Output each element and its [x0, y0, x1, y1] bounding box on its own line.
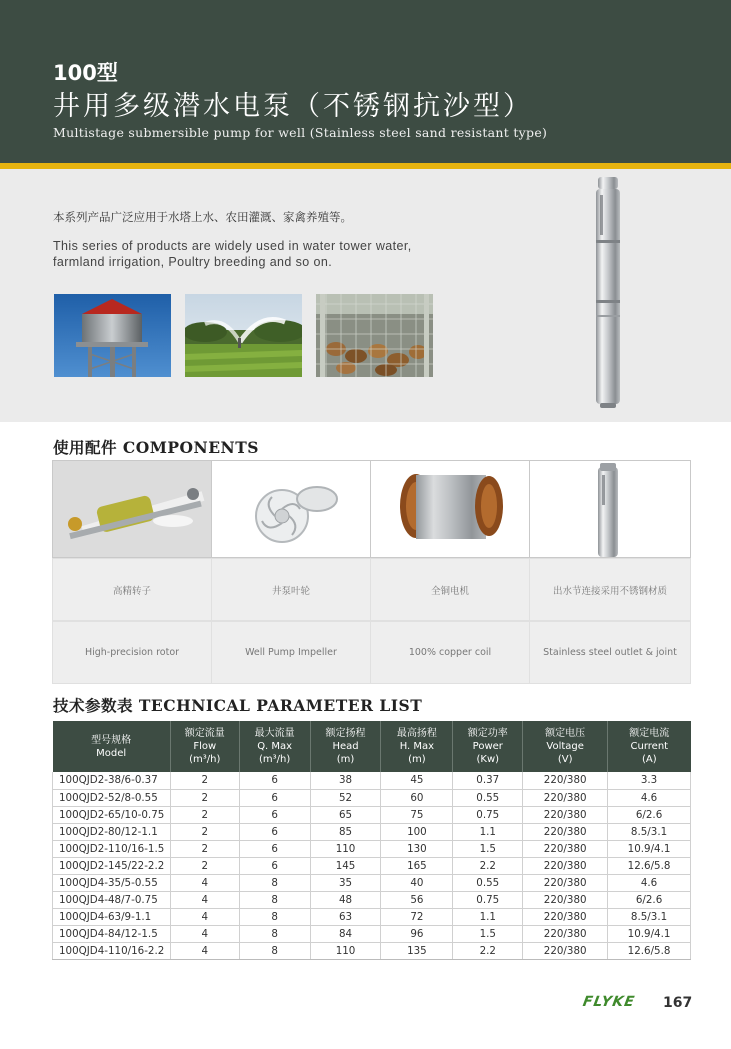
table-cell: 6 [239, 857, 310, 874]
table-cell: 8 [239, 925, 310, 942]
page-title-en: Multistage submersible pump for well (Stainless steel sand resistant type) [53, 125, 548, 140]
table-cell: 56 [381, 891, 453, 908]
table-row [53, 908, 691, 925]
table-cell: 2.2 [453, 942, 523, 959]
table-cell: 12.6/5.8 [608, 942, 691, 959]
table-cell: 4.6 [608, 874, 691, 891]
table-row [53, 942, 691, 959]
irrigation-photo [185, 294, 302, 377]
table-cell: 8 [239, 874, 310, 891]
table-cell: 110 [310, 942, 381, 959]
table-cell: 2 [170, 789, 239, 806]
table-cell: 135 [381, 942, 453, 959]
component-label-en-rotor: High-precision rotor [52, 621, 212, 684]
table-cell: 0.55 [453, 789, 523, 806]
table-cell: 6 [239, 823, 310, 840]
table-cell: 8.5/3.1 [608, 908, 691, 925]
table-cell: 52 [310, 789, 381, 806]
rotor-shaft-icon [53, 461, 211, 557]
table-cell: 75 [381, 806, 453, 823]
table-cell: 4 [170, 908, 239, 925]
table-cell: 220/380 [523, 806, 608, 823]
table-cell: 100QJD4-110/16-2.2 [53, 942, 171, 959]
component-label-cn-outlet: 出水节连接采用不锈钢材质 [529, 558, 691, 621]
table-cell: 10.9/4.1 [608, 840, 691, 857]
table-cell: 63 [310, 908, 381, 925]
header-power: 额定功率 Power (Kw) [453, 721, 523, 772]
table-cell: 100QJD2-65/10-0.75 [53, 806, 171, 823]
table-row [53, 772, 691, 789]
header-current: 额定电流 Current (A) [608, 721, 691, 772]
table-row [53, 823, 691, 840]
table-cell: 6 [239, 789, 310, 806]
table-cell: 6 [239, 840, 310, 857]
header-model: 型号规格 Model [53, 721, 171, 772]
table-cell: 0.37 [453, 772, 523, 789]
intro-text-cn: 本系列产品广泛应用于水塔上水、农田灌溉、家禽养殖等。 [53, 210, 352, 224]
table-cell: 100QJD4-48/7-0.75 [53, 891, 171, 908]
table-cell: 220/380 [523, 874, 608, 891]
table-cell: 100QJD4-63/9-1.1 [53, 908, 171, 925]
table-cell: 60 [381, 789, 453, 806]
poultry-photo [316, 294, 433, 377]
header-head: 额定扬程 Head (m) [310, 721, 381, 772]
page-number: 167 [663, 995, 693, 1011]
table-cell: 12.6/5.8 [608, 857, 691, 874]
table-cell: 2 [170, 857, 239, 874]
table-cell: 220/380 [523, 857, 608, 874]
table-cell: 4 [170, 874, 239, 891]
table-cell: 8 [239, 942, 310, 959]
parameter-section-title: 技术参数表 TECHNICAL PARAMETER LIST [53, 696, 423, 715]
component-image-rotor [52, 460, 212, 558]
table-cell: 38 [310, 772, 381, 789]
components-grid [52, 460, 691, 684]
table-row [53, 857, 691, 874]
table-cell: 8 [239, 908, 310, 925]
table-cell: 1.5 [453, 840, 523, 857]
table-cell: 48 [310, 891, 381, 908]
table-cell: 1.5 [453, 925, 523, 942]
table-header-row [53, 721, 691, 772]
water-tower-photo [54, 294, 171, 377]
table-cell: 100QJD4-35/5-0.55 [53, 874, 171, 891]
table-cell: 8.5/3.1 [608, 823, 691, 840]
table-row [53, 874, 691, 891]
table-cell: 100QJD2-80/12-1.1 [53, 823, 171, 840]
table-cell: 0.75 [453, 806, 523, 823]
table-cell: 100QJD2-110/16-1.5 [53, 840, 171, 857]
table-cell: 1.1 [453, 823, 523, 840]
table-cell: 0.75 [453, 891, 523, 908]
table-cell: 130 [381, 840, 453, 857]
component-label-cn-motor: 全铜电机 [370, 558, 530, 621]
table-cell: 100QJD4-84/12-1.5 [53, 925, 171, 942]
components-section-title: 使用配件 COMPONENTS [53, 438, 259, 457]
table-cell: 10.9/4.1 [608, 925, 691, 942]
table-cell: 2.2 [453, 857, 523, 874]
submersible-pump-image [590, 175, 626, 410]
table-cell: 4 [170, 925, 239, 942]
component-label-en-impeller: Well Pump Impeller [211, 621, 371, 684]
table-cell: 100QJD2-52/8-0.55 [53, 789, 171, 806]
table-cell: 220/380 [523, 891, 608, 908]
page-title-cn: 井用多级潜水电泵（不锈钢抗沙型） [53, 91, 533, 122]
table-cell: 4 [170, 942, 239, 959]
table-row [53, 925, 691, 942]
component-label-cn-impeller: 井泵叶轮 [211, 558, 371, 621]
table-cell: 8 [239, 891, 310, 908]
table-cell: 85 [310, 823, 381, 840]
table-row [53, 789, 691, 806]
impeller-icon [212, 461, 370, 557]
header-hmax: 最高扬程 H. Max (m) [381, 721, 453, 772]
table-cell: 145 [310, 857, 381, 874]
component-image-motor [370, 460, 530, 558]
steel-outlet-icon [530, 461, 690, 557]
table-cell: 6 [239, 806, 310, 823]
table-body [53, 772, 691, 959]
table-cell: 1.1 [453, 908, 523, 925]
table-cell: 2 [170, 806, 239, 823]
table-cell: 72 [381, 908, 453, 925]
parameter-table [52, 721, 691, 960]
table-cell: 35 [310, 874, 381, 891]
table-cell: 6/2.6 [608, 806, 691, 823]
brand-logo: FLYKE [581, 994, 637, 1010]
table-cell: 40 [381, 874, 453, 891]
table-cell: 3.3 [608, 772, 691, 789]
table-cell: 100QJD2-38/6-0.37 [53, 772, 171, 789]
component-label-en-outlet: Stainless steel outlet & joint [529, 621, 691, 684]
table-cell: 45 [381, 772, 453, 789]
table-cell: 220/380 [523, 840, 608, 857]
header-flow: 额定流量 Flow (m³/h) [170, 721, 239, 772]
table-row [53, 840, 691, 857]
table-cell: 220/380 [523, 925, 608, 942]
table-cell: 6 [239, 772, 310, 789]
table-cell: 65 [310, 806, 381, 823]
table-cell: 220/380 [523, 772, 608, 789]
copper-motor-icon [371, 461, 529, 557]
component-image-impeller [211, 460, 371, 558]
table-cell: 220/380 [523, 942, 608, 959]
table-cell: 96 [381, 925, 453, 942]
table-row [53, 891, 691, 908]
model-label: 100型 [53, 61, 118, 85]
component-label-cn-rotor: 高精转子 [52, 558, 212, 621]
table-cell: 4 [170, 891, 239, 908]
component-image-outlet [529, 460, 691, 558]
table-cell: 100QJD2-145/22-2.2 [53, 857, 171, 874]
table-cell: 100 [381, 823, 453, 840]
table-cell: 165 [381, 857, 453, 874]
component-label-en-motor: 100% copper coil [370, 621, 530, 684]
table-cell: 110 [310, 840, 381, 857]
table-cell: 6/2.6 [608, 891, 691, 908]
table-cell: 220/380 [523, 908, 608, 925]
intro-text-en: This series of products are widely used in water tower water, farmland irrigation, Poultry breeding and so on. [53, 239, 412, 269]
table-cell: 84 [310, 925, 381, 942]
table-cell: 2 [170, 772, 239, 789]
table-cell: 220/380 [523, 789, 608, 806]
table-cell: 220/380 [523, 823, 608, 840]
table-cell: 0.55 [453, 874, 523, 891]
table-cell: 4.6 [608, 789, 691, 806]
table-row [53, 806, 691, 823]
header-voltage: 额定电压 Voltage (V) [523, 721, 608, 772]
table-cell: 2 [170, 823, 239, 840]
table-cell: 2 [170, 840, 239, 857]
header-qmax: 最大流量 Q. Max (m³/h) [239, 721, 310, 772]
